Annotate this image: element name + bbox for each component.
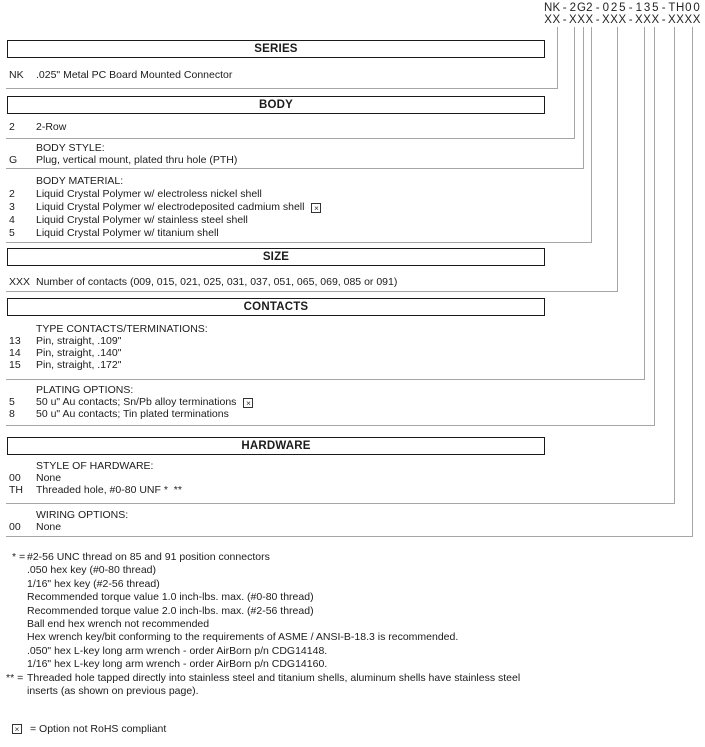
part-number-example: N K - 2 G 2 - 0 2 5 - 1 3 5 - T H 0 0: [544, 2, 700, 14]
footnote-text: Recommended torque value 2.0 inch-lbs. max. (#2-56 thread): [27, 604, 314, 617]
option-description-text: Pin, straight, .172": [36, 359, 122, 371]
footnote-text: .050 hex key (#0-80 thread): [27, 564, 156, 577]
option-description: [36, 69, 232, 81]
boxed-x-icon: ×: [243, 398, 253, 408]
option-description-text: 50 u" Au contacts; Tin plated terminations: [36, 408, 229, 420]
footnote-text: 1/16" hex L-key long arm wrench - order AirBorn p/n CDG14160.: [27, 658, 328, 671]
option-description-text: .025" Metal PC Board Mounted Connector: [36, 69, 233, 81]
option-description-text: 2-Row: [36, 121, 67, 133]
option-description-text: None: [36, 521, 62, 533]
option-description: [36, 121, 66, 133]
section-title: BODY: [258, 99, 294, 111]
footnote-text: Recommended torque value 1.0 inch-lbs. max. (#0-80 thread): [27, 591, 314, 604]
connector-vertical-line-8: [674, 27, 675, 504]
connector-vertical-line-5: [617, 27, 618, 292]
option-code: 5: [9, 227, 15, 239]
option-description: [36, 154, 237, 166]
option-description-text: 50 u" Au contacts; Sn/Pb alloy terminations: [36, 396, 237, 408]
block-header: BODY MATERIAL:: [36, 175, 124, 187]
option-description-text: Pin, straight, .140": [36, 347, 122, 359]
footnote-text: .050" hex L-key long arm wrench - order AirBorn p/n CDG14148.: [27, 644, 328, 657]
connector-horizontal-line-1: [6, 88, 557, 89]
option-description: [36, 347, 121, 359]
option-description: [36, 188, 262, 200]
option-description: [36, 201, 321, 213]
connector-vertical-line-2: [574, 27, 575, 139]
option-code: NK: [9, 69, 24, 81]
option-code: XXX: [9, 276, 31, 288]
option-code: G: [9, 154, 18, 166]
connector-vertical-line-3: [583, 27, 584, 169]
option-code: 2: [9, 121, 15, 133]
option-description-text: Liquid Crystal Polymer w/ electrodeposited cadmium shell: [36, 201, 305, 213]
connector-horizontal-line-6: [6, 379, 644, 380]
option-description: [36, 484, 182, 496]
option-description-text: Liquid Crystal Polymer w/ stainless steel shell: [36, 214, 248, 226]
option-code: 00: [9, 472, 21, 484]
option-description: [36, 472, 61, 484]
option-description-text: Number of contacts (009, 015, 021, 025, 031, 037, 051, 065, 069, 085 or 091): [36, 276, 398, 288]
connector-vertical-line-1: [557, 27, 558, 89]
option-code: 15: [9, 359, 21, 371]
option-description-text: None: [36, 472, 62, 484]
footnote-text: Threaded hole tapped directly into stainless steel and titanium shells, aluminum shells have stainless steel: [27, 671, 521, 684]
block-header: TYPE CONTACTS/TERMINATIONS:: [36, 323, 208, 335]
connector-vertical-line-9: [692, 27, 693, 537]
option-code: 8: [9, 408, 15, 420]
section-box-body: [7, 96, 545, 114]
connector-horizontal-line-3: [6, 168, 583, 169]
option-description: [36, 396, 253, 408]
connector-vertical-line-7: [654, 27, 655, 426]
connector-horizontal-line-2: [6, 138, 574, 139]
section-title: SERIES: [254, 43, 298, 55]
block-header: WIRING OPTIONS:: [36, 509, 129, 521]
option-code: 13: [9, 335, 21, 347]
footnote-text: inserts (as shown on previous page).: [27, 685, 199, 697]
option-description: [36, 227, 219, 239]
option-code: 4: [9, 214, 15, 226]
option-description: [36, 214, 248, 226]
connector-horizontal-line-5: [6, 291, 617, 292]
option-description: [36, 359, 121, 371]
footnote-marker: * =: [12, 551, 26, 563]
part-number-mask: X X - X X X - X X X - X X X - X X X X: [544, 14, 701, 26]
connector-horizontal-line-9: [6, 536, 692, 537]
boxed-x-icon: ×: [12, 724, 22, 734]
block-header: BODY STYLE:: [36, 142, 105, 154]
section-title: CONTACTS: [243, 301, 309, 313]
footnote-text: 1/16" hex key (#2-56 thread): [27, 577, 160, 590]
option-code: TH: [9, 484, 23, 496]
option-code: 5: [9, 396, 15, 408]
section-box-size: [7, 248, 545, 266]
option-description-text: Plug, vertical mount, plated thru hole (PTH): [36, 154, 238, 166]
footnote-marker: ** =: [6, 671, 24, 684]
option-code: 2: [9, 188, 15, 200]
connector-horizontal-line-4: [6, 242, 591, 243]
rohs-legend-text: = Option not RoHS compliant: [30, 723, 167, 735]
option-description-text: Liquid Crystal Polymer w/ electroless nickel shell: [36, 188, 262, 200]
connector-vertical-line-4: [591, 27, 592, 243]
section-box-hardware: [7, 437, 545, 455]
option-description: [36, 276, 397, 288]
section-box-contacts: [7, 298, 545, 316]
connector-horizontal-line-7: [6, 425, 654, 426]
connector-vertical-line-6: [644, 27, 645, 380]
option-description-text: Threaded hole, #0-80 UNF * **: [36, 484, 182, 496]
option-description-text: Liquid Crystal Polymer w/ titanium shell: [36, 227, 219, 239]
block-header: PLATING OPTIONS:: [36, 384, 134, 396]
option-code: 14: [9, 347, 21, 359]
footnote-text: #2-56 UNC thread on 85 and 91 position connectors: [27, 551, 270, 563]
footnote-text: Hex wrench key/bit conforming to the requirements of ASME / ANSI-B-18.3 is recommended.: [27, 631, 459, 644]
section-title: SIZE: [262, 251, 290, 263]
section-title: HARDWARE: [241, 440, 311, 452]
boxed-x-icon: ×: [311, 203, 321, 213]
option-description-text: Pin, straight, .109": [36, 335, 122, 347]
block-header: STYLE OF HARDWARE:: [36, 460, 154, 472]
option-code: 3: [9, 201, 15, 213]
option-description: [36, 521, 61, 533]
connector-horizontal-line-8: [6, 503, 674, 504]
footnote-text: Ball end hex wrench not recommended: [27, 618, 210, 630]
option-code: 00: [9, 521, 21, 533]
section-box-series: [7, 40, 545, 58]
option-description: [36, 408, 229, 420]
option-description: [36, 335, 121, 347]
